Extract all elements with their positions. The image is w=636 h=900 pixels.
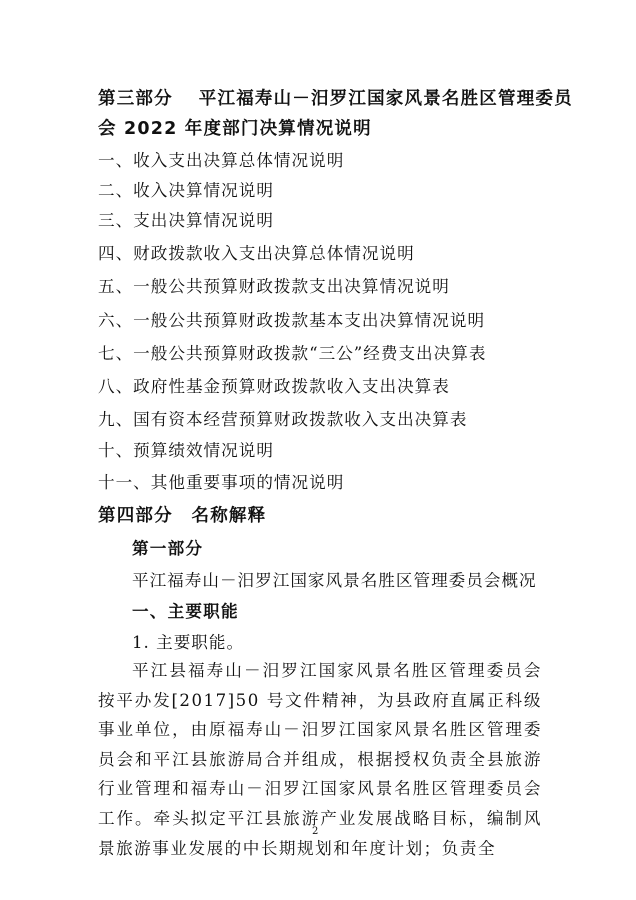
section-heading: 第一部分 — [132, 539, 204, 558]
part4-title: 第四部分 名称解释 — [98, 506, 267, 526]
section-subtitle: 平江福寿山－汨罗江国家风景名胜区管理委员会概况 — [132, 571, 537, 590]
toc-item-7: 七、一般公共预算财政拨款“三公”经费支出决算表 — [98, 344, 487, 363]
toc-item-9: 九、国有资本经营预算财政拨款收入支出决算表 — [98, 410, 468, 429]
toc-item-6: 六、一般公共预算财政拨款基本支出决算情况说明 — [98, 311, 486, 330]
toc-item-5: 五、一般公共预算财政拨款支出决算情况说明 — [98, 277, 450, 296]
toc-item-3: 三、支出决算情况说明 — [98, 211, 274, 230]
toc-item-10: 十、预算绩效情况说明 — [98, 441, 274, 460]
page-number: 2 — [312, 826, 319, 837]
toc-item-4: 四、财政拨款收入支出决算总体情况说明 — [98, 244, 415, 263]
part3-title-line2: 会 2022 年度部门决算情况说明 — [98, 119, 372, 139]
toc-item-1: 一、收入支出决算总体情况说明 — [98, 151, 345, 170]
toc-item-8: 八、政府性基金预算财政拨款收入支出决算表 — [98, 377, 450, 396]
body-paragraph: 平江县福寿山－汨罗江国家风景名胜区管理委员会按平办发[2017]50 号文件精神，为县政府直属正科级事业单位，由原福寿山－汨罗江国家风景名胜区管理委员会和平江县旅游局合并组成，根据授权负责全县旅游行业管理和福寿山－汨罗江国家风景名胜区管理委员会工作。牵头拟定平江县旅游产业发展战略目标，编制风景旅游事业发展的中长期规划和年度计划；负责全 — [98, 661, 542, 858]
main-duties-heading: 一、主要职能 — [132, 602, 239, 621]
toc-item-2: 二、收入决算情况说明 — [98, 181, 274, 200]
part3-title-line1: 第三部分 平江福寿山－汨罗江国家风景名胜区管理委员 — [98, 89, 573, 109]
main-duties-sub: 1. 主要职能。 — [132, 633, 245, 652]
toc-item-11: 十一、其他重要事项的情况说明 — [98, 473, 345, 492]
